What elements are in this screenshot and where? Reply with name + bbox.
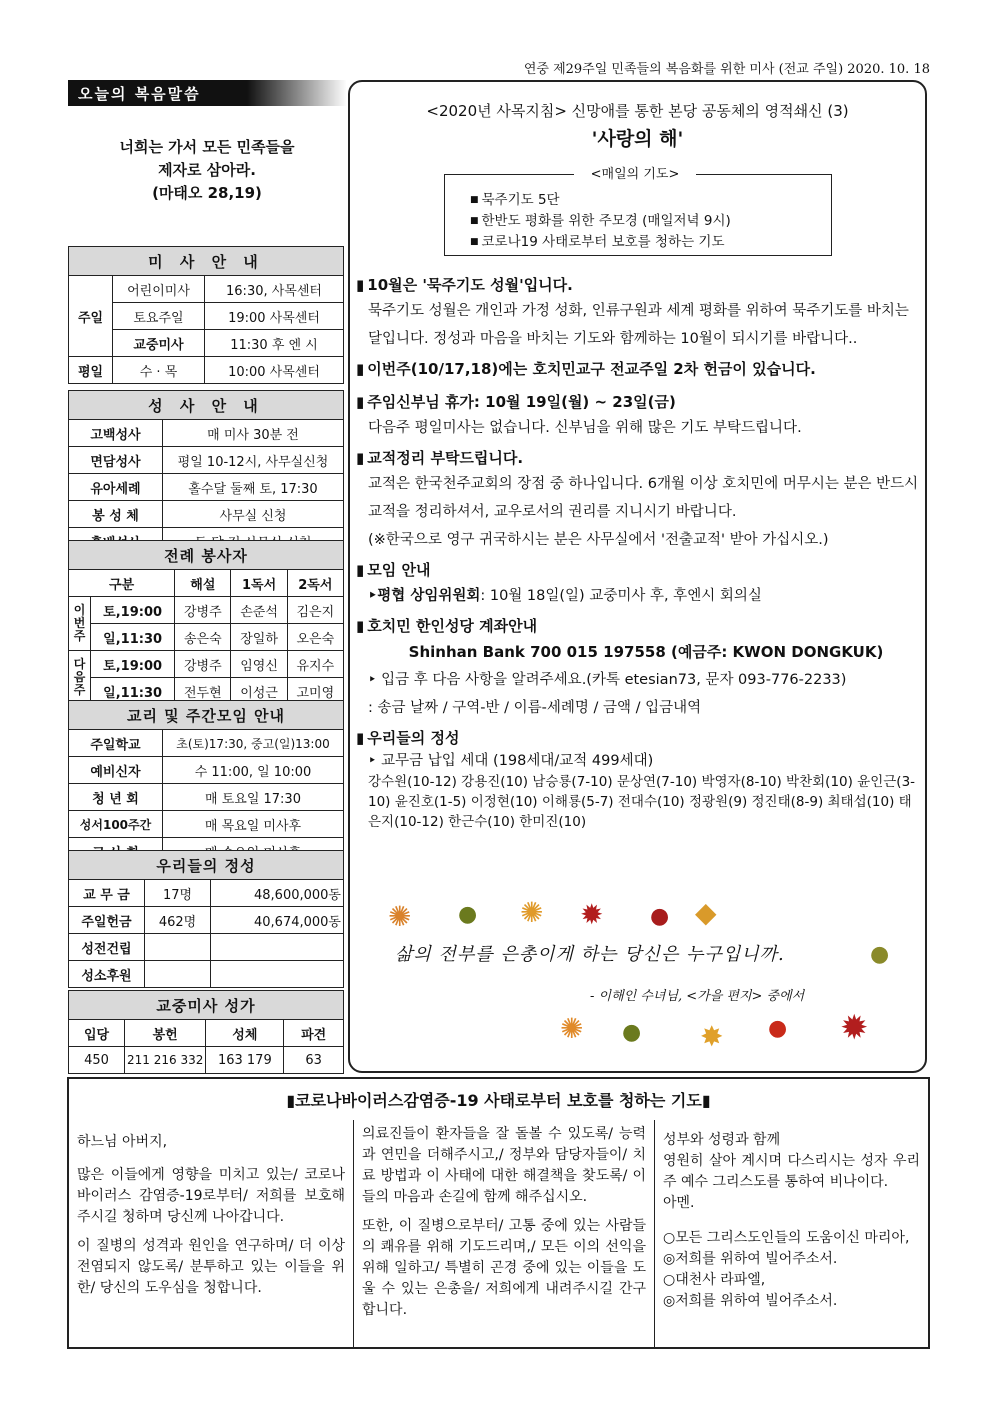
server-name: 이성근 bbox=[231, 678, 287, 705]
offering-amount: 48,600,000동 bbox=[211, 880, 344, 907]
mass-name: 어린이미사 bbox=[113, 276, 205, 303]
leaf-icon: ● bbox=[622, 1020, 642, 1045]
next-week-label: 다음주 bbox=[69, 651, 91, 705]
catechism-value: 매 토요일 17:30 bbox=[163, 784, 344, 811]
ginkgo-leaf-icon: ◆ bbox=[695, 896, 717, 929]
offering-amount: 40,674,000동 bbox=[211, 907, 344, 934]
prayer-paragraph: 또한, 이 질병으로부터/ 고통 중에 있는 사람들의 쾌유를 위해 기도드리며,/ 모든 이의 선익을 위해 일하고/ 특별히 곤경 중에 있는 이들을 도울 수 있는 은총을/ 저희에게 내려주시길 간구합니다. bbox=[362, 1218, 646, 1318]
prayer-paragraph: 의료진들이 환자들을 잘 돌볼 수 있도록/ 능력과 연민을 더해주시고,/ 정부와 담당자들이/ 치료 방법과 이 사태에 대한 해결책을 찾도록/ 이들의 마음과 손길에 함께 해주십시오. bbox=[362, 1126, 646, 1205]
covid-prayer-column-3 bbox=[655, 1120, 928, 1347]
gospel-line: (마태오 28,19) bbox=[152, 184, 262, 202]
catechism-table bbox=[68, 700, 344, 865]
catechism-value: 수 11:00, 일 10:00 bbox=[163, 757, 344, 784]
leaf-icon: ● bbox=[650, 904, 670, 929]
offering-name: 성소후원 bbox=[69, 961, 145, 988]
mass-time: 19:00 사목센터 bbox=[205, 303, 344, 330]
prayer-paragraph: ◎저희를 위하여 빌어주소서. bbox=[663, 1251, 838, 1267]
prayer-paragraph: ◎저희를 위하여 빌어주소서. bbox=[663, 1293, 838, 1309]
server-name: 오은숙 bbox=[287, 624, 343, 651]
server-name: 손준석 bbox=[231, 597, 287, 624]
offering-name: 성전건립 bbox=[69, 934, 145, 961]
news-body: ‣ 교무금 납입 세대 (198세대/교적 499세대) bbox=[368, 753, 654, 769]
hymn-header: 성체 bbox=[206, 1020, 284, 1047]
offering-name: 주일헌금 bbox=[69, 907, 145, 934]
maple-leaf-icon: ✸ bbox=[700, 1020, 724, 1053]
sacrament-value: 홀수달 둘째 토, 17:30 bbox=[163, 474, 344, 501]
servers-header: 2독서 bbox=[287, 570, 343, 597]
sacrament-name: 면담성사 bbox=[69, 447, 163, 474]
donor-names: 강수원(10-12) 강용진(10) 남승룡(7-10) 문상연(7-10) 박영자(8-10) 박찬회(10) 윤인근(3-10) 윤진호(1-5) 이정현(10) 이해룡(5-7) 전대수(10) 정광원(9) 정진태(8-9) 최태섭(10) 태은지(10-12) 한근수(10) 한미진(10) bbox=[368, 774, 916, 830]
offering-count bbox=[145, 934, 211, 961]
prayer-paragraph: 많은 이들에게 영향을 미치고 있는/ 코로나 바이러스 감염증-19로부터/ 저희를 보호해주시길 청하며 당신께 나아갑니다. bbox=[77, 1167, 345, 1225]
hymn-number: 211 216 332 bbox=[125, 1047, 206, 1074]
news-title: ▮ 우리들의 정성 bbox=[356, 727, 924, 748]
gospel-line: 너희는 가서 모든 민족들을 bbox=[119, 138, 295, 156]
news-title: ▮ 호치민 한인성당 계좌안내 bbox=[356, 615, 924, 636]
offerings-table bbox=[68, 850, 344, 988]
committee-detail: : 10월 18일(일) 교중미사 후, 후엔시 회의실 bbox=[480, 588, 762, 604]
hymn-number: 63 bbox=[284, 1047, 344, 1074]
sunday-label: 주일 bbox=[69, 276, 113, 357]
catechism-title: 교리 및 주간모임 안내 bbox=[69, 701, 344, 730]
offerings-title: 우리들의 정성 bbox=[69, 851, 344, 880]
server-time: 일,11:30 bbox=[91, 624, 175, 651]
covid-prayer-column-2 bbox=[353, 1120, 655, 1347]
news-body: : 송금 날짜 / 구역-반 / 이름-세례명 / 금액 / 입금내역 bbox=[368, 700, 702, 716]
server-name: 강병주 bbox=[175, 597, 231, 624]
server-name: 강병주 bbox=[175, 651, 231, 678]
sacrament-name: 유아세례 bbox=[69, 474, 163, 501]
offering-amount bbox=[211, 961, 344, 988]
hymn-number: 163 179 bbox=[206, 1047, 284, 1074]
gospel-line: 제자로 삼아라. bbox=[158, 161, 256, 179]
servers-table bbox=[68, 540, 344, 705]
server-name: 김은지 bbox=[287, 597, 343, 624]
servers-header: 해설 bbox=[175, 570, 231, 597]
hymn-number: 450 bbox=[69, 1047, 125, 1074]
catechism-name: 주일학교 bbox=[69, 730, 163, 757]
news-body: 묵주기도 성월은 개인과 가정 성화, 인류구원과 세계 평화를 위하여 묵주기도를 바치는 달입니다. 정성과 마음을 바치는 기도와 함께하는 10월이 되시기를 바랍니다.. bbox=[368, 303, 909, 347]
server-time: 토,19:00 bbox=[91, 651, 175, 678]
gospel-title: 오늘의 복음말씀 bbox=[68, 80, 346, 106]
server-name: 고미영 bbox=[287, 678, 343, 705]
sacrament-name: 봉 성 체 bbox=[69, 501, 163, 528]
hymn-header: 입당 bbox=[69, 1020, 125, 1047]
leaf-icon: ● bbox=[870, 942, 890, 967]
mass-time: 11:30 후 엔 시 bbox=[205, 330, 344, 357]
news-body: ‣ 입금 후 다음 사항을 알려주세요.(카톡 etesian73, 문자 093-776-2233) bbox=[368, 672, 847, 688]
sacrament-value: 사무실 신청 bbox=[163, 501, 344, 528]
prayer-paragraph: ○모든 그리스도인들의 도움이신 마리아, bbox=[663, 1230, 910, 1246]
catechism-name: 청 년 회 bbox=[69, 784, 163, 811]
servers-header: 1독서 bbox=[231, 570, 287, 597]
leaf-icon: ● bbox=[458, 902, 478, 927]
prayer-paragraph: 아멘. bbox=[663, 1195, 695, 1211]
sacrament-value: 평일 10-12시, 사무실신청 bbox=[163, 447, 344, 474]
catechism-value: 매 목요일 미사후 bbox=[163, 811, 344, 838]
mass-name: 수 · 목 bbox=[113, 357, 205, 384]
covid-prayer-title: ▮코로나바이러스감염증-19 사태로부터 보호를 청하는 기도▮ bbox=[286, 1091, 711, 1110]
news-body: 다음주 평일미사는 없습니다. 신부님을 위해 많은 기도 부탁드립니다. bbox=[368, 420, 802, 436]
servers-header: 구분 bbox=[69, 570, 175, 597]
daily-prayer-item: ■ 코로나19 사태로부터 보호를 청하는 기도 bbox=[470, 232, 731, 253]
leaf-icon: ● bbox=[768, 1016, 788, 1041]
mass-title: 미 사 안 내 bbox=[69, 247, 344, 276]
news-body bbox=[356, 582, 924, 610]
server-name: 임영신 bbox=[231, 651, 287, 678]
sacrament-value: 매 미사 30분 전 bbox=[163, 420, 344, 447]
policy-subtitle: '사랑의 해' bbox=[591, 128, 684, 150]
maple-leaf-icon: ✹ bbox=[840, 1008, 869, 1048]
daily-prayer-item: ■ 묵주기도 5단 bbox=[470, 190, 731, 211]
hymns-table bbox=[68, 990, 344, 1074]
covid-prayer-column-1 bbox=[69, 1120, 353, 1347]
mass-name: 토요주일 bbox=[113, 303, 205, 330]
sacrament-table bbox=[68, 390, 344, 555]
quote-source: - 이해인 수녀님, <가을 편지> 중에서 bbox=[590, 989, 805, 1004]
mass-name: 교중미사 bbox=[113, 330, 205, 357]
mass-time: 10:00 사목센터 bbox=[205, 357, 344, 384]
news-note: (※한국으로 영구 귀국하시는 분은 사무실에서 '전출교적' 받아 가십시오.) bbox=[368, 532, 829, 548]
offering-name: 교 무 금 bbox=[69, 880, 145, 907]
news-title: ▮ 이번주(10/17,18)에는 호치민교구 전교주일 2차 헌금이 있습니다. bbox=[356, 358, 924, 379]
news-section bbox=[356, 274, 924, 837]
offering-count: 462명 bbox=[145, 907, 211, 934]
offering-count: 17명 bbox=[145, 880, 211, 907]
servers-title: 전례 봉사자 bbox=[69, 541, 344, 570]
server-name: 전두현 bbox=[175, 678, 231, 705]
quote-text: 삶의 전부를 은총이게 하는 당신은 누구입니까. bbox=[395, 944, 785, 965]
hymn-header: 봉헌 bbox=[125, 1020, 206, 1047]
maple-leaf-icon: ✺ bbox=[388, 900, 412, 933]
news-title: ▮ 10월은 '묵주기도 성월'입니다. bbox=[356, 274, 924, 295]
hymn-header: 파견 bbox=[284, 1020, 344, 1047]
catechism-name: 예비신자 bbox=[69, 757, 163, 784]
maple-leaf-icon: ✹ bbox=[580, 898, 604, 931]
news-title: ▮ 모임 안내 bbox=[356, 559, 924, 580]
daily-prayer-item: ■ 한반도 평화를 위한 주모경 (매일저녁 9시) bbox=[470, 211, 731, 232]
news-body: 교적은 한국천주교회의 장점 중 하나입니다. 6개월 이상 호치민에 머무시는 분은 반드시 교적을 정리하셔서, 교우로서의 권리를 지니시기 바랍니다. bbox=[368, 476, 919, 520]
sacrament-title: 성 사 안 내 bbox=[69, 391, 344, 420]
news-title: ▮ 주임신부님 휴가: 10월 19일(월) ~ 23일(금) bbox=[356, 391, 924, 412]
catechism-value: 초(토)17:30, 중고(일)13:00 bbox=[163, 730, 344, 757]
hymns-title: 교중미사 성가 bbox=[69, 991, 344, 1020]
mass-time: 16:30, 사목센터 bbox=[205, 276, 344, 303]
server-name: 유지수 bbox=[287, 651, 343, 678]
bulletin-header: 연중 제29주일 민족들의 복음화를 위한 미사 (전교 주일) 2020. 10. 18 bbox=[523, 62, 930, 77]
prayer-paragraph: 이 질병의 성격과 원인을 연구하며/ 더 이상 전염되지 않도록/ 분투하고 있는 이들을 위한/ 당신의 도우심을 청합니다. bbox=[77, 1238, 345, 1296]
daily-prayer-title: <매일의 기도> bbox=[574, 163, 696, 182]
sacrament-name: 고백성사 bbox=[69, 420, 163, 447]
prayer-paragraph: 성부와 성령과 함께 bbox=[663, 1132, 781, 1148]
server-name: 송은숙 bbox=[175, 624, 231, 651]
maple-leaf-icon: ✺ bbox=[520, 896, 544, 929]
server-time: 토,19:00 bbox=[91, 597, 175, 624]
server-time: 일,11:30 bbox=[91, 678, 175, 705]
prayer-paragraph: ○대천사 라파엘, bbox=[663, 1272, 766, 1288]
gospel-verse bbox=[68, 136, 346, 205]
weekday-label: 평일 bbox=[69, 357, 113, 384]
offering-amount bbox=[211, 934, 344, 961]
catechism-name: 성서100주간 bbox=[69, 811, 163, 838]
news-title: ▮ 교적정리 부탁드립니다. bbox=[356, 447, 924, 468]
autumn-leaves-decoration bbox=[370, 890, 920, 1055]
this-week-label: 이번주 bbox=[69, 597, 91, 651]
prayer-paragraph: 하느님 아버지, bbox=[77, 1134, 168, 1150]
policy-title: <2020년 사목지침> 신망애를 통한 본당 공동체의 영적쇄신 (3) bbox=[426, 102, 849, 120]
committee-label: ‣평협 상임위원회 bbox=[368, 588, 481, 604]
maple-leaf-icon: ✺ bbox=[560, 1012, 584, 1045]
offering-count bbox=[145, 961, 211, 988]
daily-prayer-list bbox=[470, 190, 731, 253]
bank-account: Shinhan Bank 700 015 197558 (예금주: KWON DONGKUK) bbox=[408, 643, 884, 661]
server-name: 장일하 bbox=[231, 624, 287, 651]
mass-table bbox=[68, 246, 344, 384]
prayer-paragraph: 영원히 살아 계시며 다스리시는 성자 우리 주 예수 그리스도를 통하여 비나이다. bbox=[663, 1153, 920, 1190]
